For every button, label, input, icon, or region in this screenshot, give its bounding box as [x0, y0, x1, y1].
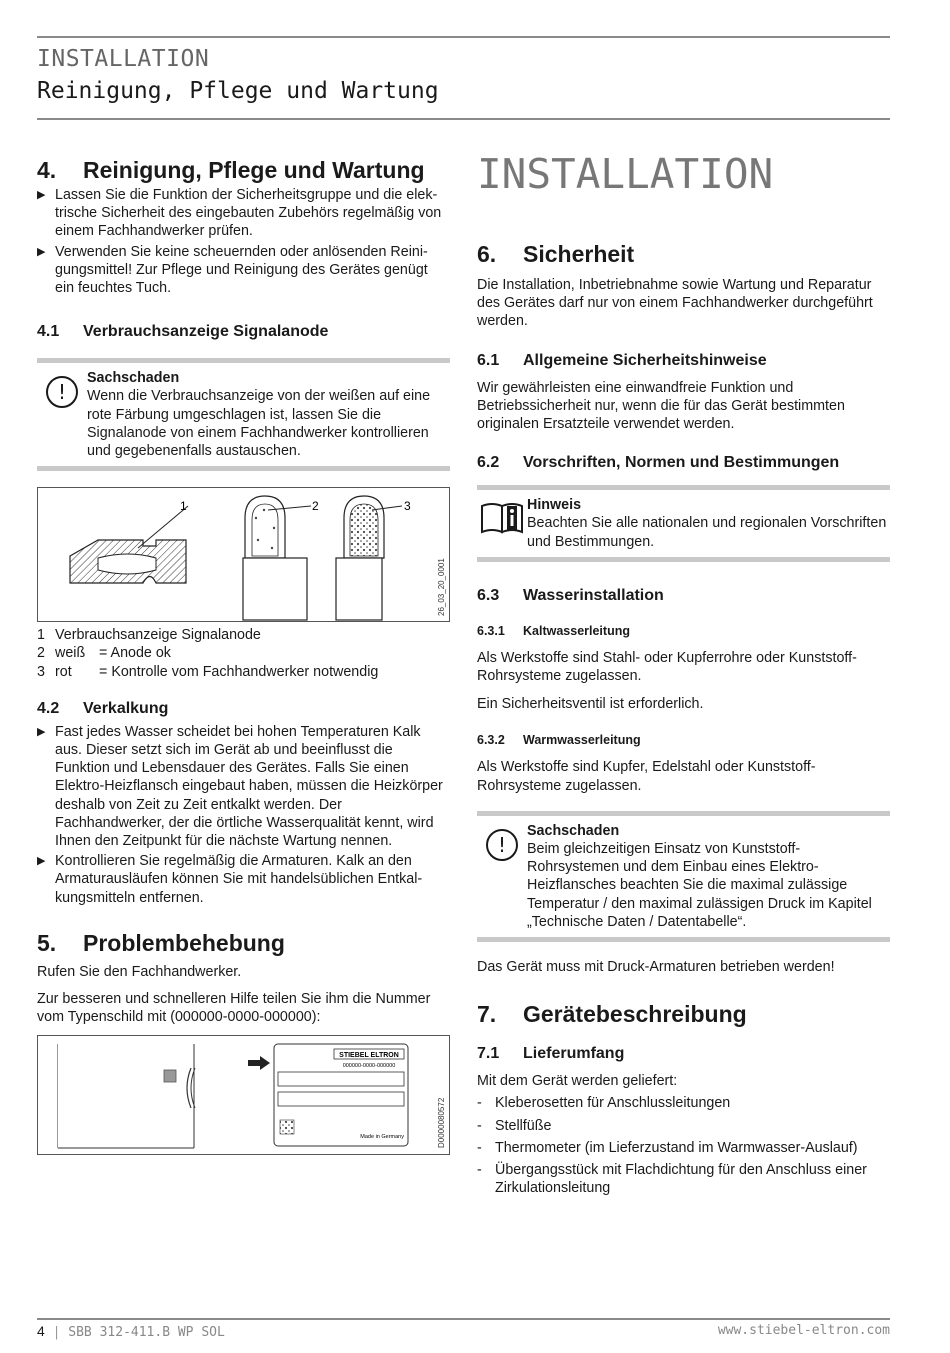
warning-box-signalanode [37, 358, 450, 471]
arrow-bullet-icon: ▶ [37, 725, 46, 738]
list-item: ▶ Lassen Sie die Funktion der Sicherheitsgruppe und die elektrische Sicherheit des eingebauten Zubehörs regelmäßig von einem Fachhandwerker prüfen. [37, 187, 442, 240]
legend-item: 1 Verbrauchsanzeige Signalanode [37, 627, 261, 644]
section-6-1-heading: 6.1 Allgemeine Sicherheitshinweise [477, 351, 767, 369]
section-5-paragraph-2: Zur besseren und schnelleren Hilfe teilen Sie ihm die Nummer vom Typenschild mit (000000-0000-000000): [37, 991, 431, 1026]
figure-label-1: 1 [180, 499, 187, 514]
section-4-1-heading: 4.1 Verbrauchsanzeige Signalanode [37, 323, 329, 341]
section-7-1-paragraph: Mit dem Gerät werden geliefert: [477, 1073, 678, 1090]
warning-text: Beim gleichzeitigen Einsatz von Kunststoff-Rohrsystemen und dem Einbau eines Elektro-Heizflansches beachten Sie die maximal zulässige Temperatur / den maximal zulässigen Druck im Kapitel „Technische Daten / Datentabelle“. [527, 841, 872, 930]
section-5-heading: 5. Problembehebung [37, 929, 285, 956]
header-rule-bottom [37, 118, 890, 120]
footer-page-info [37, 1323, 225, 1340]
section-4-heading: 4. Reinigung, Pflege und Wartung [37, 157, 425, 183]
section-7-heading: 7. Gerätebeschreibung [477, 1001, 747, 1028]
figure-label-3: 3 [404, 499, 411, 514]
warning-text: Wenn die Verbrauchsanzeige von der weißen auf eine rote Färbung umgeschlagen ist, lassen Sie die Signalanode von einem Fachhandwerker kontrollieren und gegebenenfalls austauschen. [87, 388, 431, 460]
left-column [37, 150, 450, 1155]
list-item: - Thermometer (im Lieferzustand im Warmwasser-Auslauf) [477, 1139, 858, 1156]
section-6-3-heading: 6.3 Wasserinstallation [477, 586, 664, 604]
arrow-bullet-icon: ▶ [37, 245, 46, 258]
svg-text:!: ! [57, 380, 67, 405]
figure-legend [37, 626, 450, 681]
header-section: INSTALLATION [37, 46, 210, 72]
header-title: Reinigung, Pflege und Wartung [37, 78, 439, 104]
arrow-bullet-icon: ▶ [37, 189, 46, 201]
note-box-regulations [477, 485, 890, 562]
section-6-2-heading: 6.2 Vorschriften, Normen und Bestimmungen [477, 454, 840, 472]
legend-item: 2 weiß = Anode ok [37, 645, 171, 662]
figure-label-2: 2 [312, 499, 319, 514]
section-7-1-heading: 7.1 Lieferumfang [477, 1045, 625, 1063]
list-item: ▶ Kontrollieren Sie regelmäßig die Armaturen. Kalk an den Armaturausläufen können Sie mit handelsüblichen Entkalkungsmitteln entfernen. [37, 853, 423, 906]
list-item: ▶ Verwenden Sie keine scheuernden oder anlösenden Reinigungsmittel! Zur Pflege und Reinigung des Gerätes genügt ein feuchtes Tuch. [37, 243, 428, 297]
section-6-3-note: Das Gerät muss mit Druck-Armaturen betrieben werden! [477, 959, 835, 976]
right-column [477, 150, 890, 1197]
section-6-3-1-paragraph-2: Ein Sicherheitsventil ist erforderlich. [477, 696, 704, 713]
chapter-title: INSTALLATION [477, 150, 774, 198]
section-4-bullets [37, 186, 450, 297]
qr-code-icon [280, 1120, 294, 1134]
list-item: - Übergangsstück mit Flachdichtung für den Anschluss einer Zirkulationsleitung [477, 1162, 867, 1197]
legend-item: 3 rot = Kontrolle vom Fachhandwerker notwendig [37, 663, 379, 680]
section-6-heading: 6. Sicherheit [477, 241, 635, 267]
note-text: Beachten Sie alle nationalen und regionalen Vorschriften und Bestimmungen. [527, 515, 887, 550]
figure-type-plate [37, 1035, 450, 1155]
note-title: Hinweis [527, 497, 582, 514]
footer-url[interactable]: www.stiebel-eltron.com [717, 1323, 890, 1338]
delivery-list [477, 1094, 890, 1197]
section-6-3-1-paragraph-1: Als Werkstoffe sind Stahl- oder Kupferrohre oder Kunststoff-Rohrsysteme zugelassen. [477, 649, 857, 685]
warning-box-plastic-pipes [477, 811, 890, 942]
list-item: - Stellfüße [477, 1117, 552, 1134]
section-6-3-2-heading: 6.3.2 Warmwasserleitung [477, 733, 641, 748]
footer-separator: | [52, 1325, 61, 1340]
model-name: SBB 312-411.B WP SOL [68, 1325, 225, 1340]
footer-rule [37, 1318, 890, 1320]
section-6-1-paragraph: Wir gewährleisten eine einwandfreie Funktion und Betriebssicherheit nur, wenn die für das Gerät bestimmten originalen Ersatzteile verwendet werden. [477, 379, 845, 433]
made-in-germany: Made in Germany [360, 1134, 404, 1141]
section-6-3-2-paragraph: Als Werkstoffe sind Kupfer, Edelstahl oder Kunststoff-Rohrsysteme zugelassen. [477, 759, 816, 794]
arrow-bullet-icon: ▶ [37, 855, 46, 868]
section-5-paragraph-1: Rufen Sie den Fachhandwerker. [37, 963, 242, 980]
brand-logo: STIEBEL ELTRON [339, 1052, 399, 1060]
svg-text:!: ! [497, 832, 507, 857]
figure-signalanode [37, 487, 450, 622]
list-item: ▶ Fast jedes Wasser scheidet bei hohen Temperaturen Kalk aus. Dieser setzt sich im Gerät ab und beeinflusst die Funktion und Lebensdauer des Gerätes. Falls Sie einen Elektro-Heizflansch eingebaut haben, müssen die Heizkörper deshalb von Zeit zu Zeit entkalkt werden. Der Fachhandwerker, der die örtliche Wasserqualität kennt, wird Ihnen den Zeitpunkt für die nächste Wartung nennen. [37, 723, 443, 850]
info-book-icon [477, 496, 527, 551]
page-number: 4 [37, 1323, 45, 1339]
section-6-paragraph: Die Installation, Inbetriebnahme sowie Wartung und Reparatur des Gerätes darf nur von einem Fachhandwerker durchgeführt werden. [477, 277, 873, 330]
list-item: - Kleberosetten für Anschlussleitungen [477, 1095, 731, 1112]
header-rule [37, 36, 890, 38]
type-plate-number: 000000-0000-000000 [342, 1063, 396, 1070]
warning-title: Sachschaden [87, 370, 180, 387]
warning-title: Sachschaden [527, 822, 620, 839]
figure-code: 26_03_20_0001 [437, 558, 446, 617]
section-6-3-1-heading: 6.3.1 Kaltwasserleitung [477, 623, 630, 638]
figure-code: D0000080572 [437, 1098, 446, 1149]
section-4-2-bullets [37, 723, 450, 907]
warning-icon [37, 369, 87, 460]
warning-icon [477, 822, 527, 931]
section-4-2-heading: 4.2 Verkalkung [37, 699, 169, 717]
arrow-right-icon [248, 1056, 270, 1070]
